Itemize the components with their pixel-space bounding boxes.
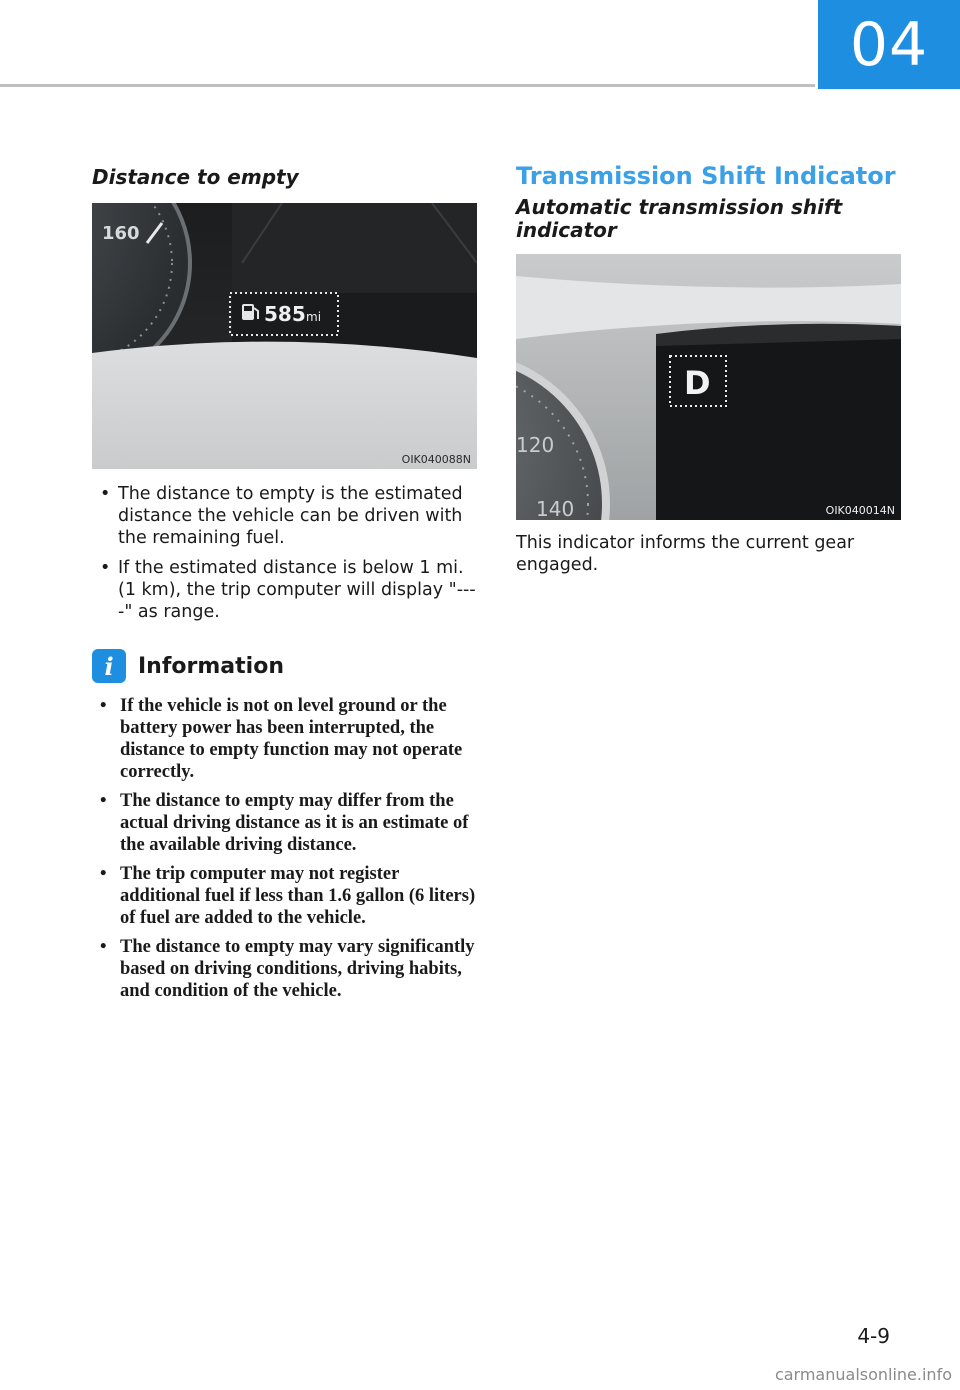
list-item: • If the estimated distance is below 1 mi. (1 km), the trip computer will display "----" as range. <box>92 557 478 623</box>
watermark: carmanualsonline.info <box>774 1365 952 1384</box>
shift-indicator-heading: Automatic transmission shift indicator <box>516 195 843 242</box>
shift-indicator-description: This indicator informs the current gear engaged. <box>516 533 855 575</box>
shift-cluster-illustration <box>516 254 901 520</box>
right-column <box>516 160 902 576</box>
information-title: Information <box>138 653 284 679</box>
list-item: • The distance to empty is the estimated distance the vehicle can be driven with the remaining fuel. <box>92 483 478 549</box>
list-item: • If the vehicle is not on level ground or the battery power has been interrupted, the distance to empty function may not operate correctly. <box>92 695 478 783</box>
left-column <box>92 160 478 1009</box>
shift-indicator-figure <box>516 254 901 520</box>
information-list <box>92 695 478 1002</box>
speed-tick-label: 140 <box>536 497 575 520</box>
speed-tick-label: 160 <box>102 223 140 244</box>
speed-tick-label: 120 <box>516 433 555 457</box>
list-item: • The trip computer may not register additional fuel if less than 1.6 gallon (6 liters) of fuel are added to the vehicle. <box>92 863 478 929</box>
distance-to-empty-heading: Distance to empty <box>92 165 299 189</box>
list-item: • The distance to empty may vary significantly based on driving conditions, driving habits, and condition of the vehicle. <box>92 936 478 1002</box>
range-unit: mi <box>306 310 322 324</box>
header-rule <box>0 84 815 87</box>
cluster-illustration <box>92 203 477 469</box>
chapter-tab: 04 <box>818 0 960 89</box>
gear-indicator: D <box>684 364 711 402</box>
list-item: • The distance to empty may differ from the actual driving distance as it is an estimate of the available driving distance. <box>92 790 478 856</box>
figure-code: OIK040088N <box>401 453 471 466</box>
range-value: 585 <box>264 302 306 326</box>
page-number: 4-9 <box>857 1324 890 1348</box>
distance-to-empty-figure <box>92 203 477 469</box>
info-icon: i <box>92 649 126 683</box>
distance-bullets <box>92 483 478 623</box>
figure-code: OIK040014N <box>825 504 895 517</box>
information-header <box>92 649 478 683</box>
section-title: Transmission Shift Indicator <box>516 162 896 190</box>
